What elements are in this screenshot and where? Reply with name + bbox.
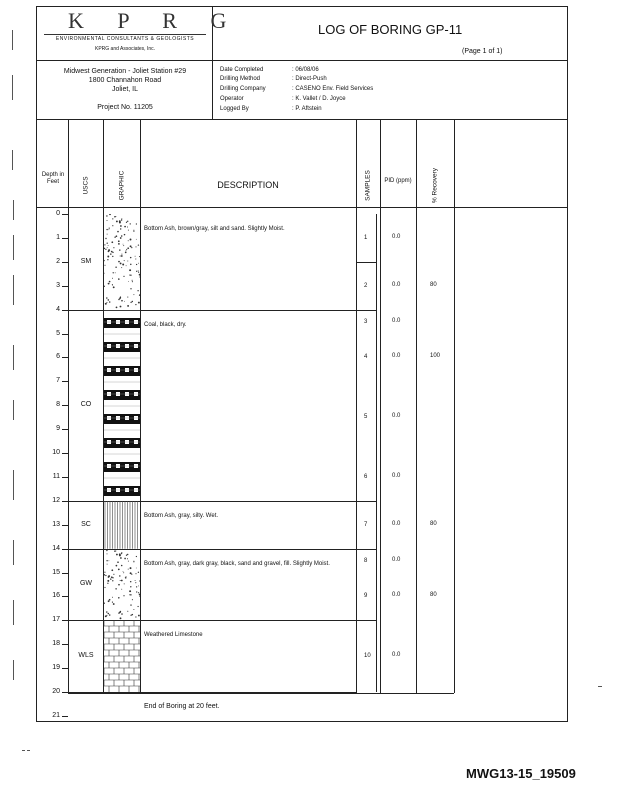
recovery-percent: 80 xyxy=(430,281,437,288)
layer-boundary xyxy=(68,692,356,693)
info-value: : K. Vallet / D. Joyce xyxy=(292,96,346,102)
sample-number: 5 xyxy=(364,414,368,421)
logo-rule xyxy=(44,34,206,35)
project-number: Project No. 11205 xyxy=(97,104,153,111)
info-value: : Direct-Push xyxy=(292,76,327,82)
pid-reading: 0.0 xyxy=(392,413,401,420)
graphic-pattern-dots xyxy=(104,214,140,310)
sample-number: 3 xyxy=(364,318,368,325)
col-header-description: DESCRIPTION xyxy=(217,180,279,190)
col-header-recovery: % Recovery xyxy=(431,167,439,204)
info-label: Logged By xyxy=(220,106,249,112)
depth-tick xyxy=(62,429,68,430)
depth-tick xyxy=(62,310,68,311)
depth-tick xyxy=(62,716,68,717)
depth-tick xyxy=(62,644,68,645)
depth-tick-label: 6 xyxy=(56,353,60,361)
sample-boundary xyxy=(356,620,376,621)
depth-tick-label: 8 xyxy=(56,401,60,409)
depth-tick xyxy=(62,525,68,526)
pid-reading: 0.0 xyxy=(392,353,401,360)
col-header-samples: SAMPLES xyxy=(364,170,372,201)
samples-inner-line xyxy=(376,214,377,692)
pid-reading: 0.0 xyxy=(392,592,401,599)
depth-tick-label: 2 xyxy=(56,257,60,265)
info-label: Date Completed xyxy=(220,67,264,73)
sample-number: 4 xyxy=(364,354,368,361)
pid-reading: 0.0 xyxy=(392,652,401,659)
col-divider-description xyxy=(356,119,357,693)
pid-reading: 0.0 xyxy=(392,472,401,479)
info-value: : CASENO Env. Field Services xyxy=(292,86,374,92)
pid-reading: 0.0 xyxy=(392,233,401,240)
scan-mark xyxy=(598,686,602,691)
site-name: Midwest Generation - Joliet Station #29 xyxy=(63,68,187,75)
depth-tick xyxy=(62,286,68,287)
sample-number: 8 xyxy=(364,557,368,564)
depth-tick xyxy=(62,477,68,478)
logo-letters: K P R G xyxy=(68,8,241,33)
info-label: Drilling Method xyxy=(220,76,261,82)
graphic-column-cell xyxy=(104,549,140,621)
depth-tick xyxy=(62,238,68,239)
depth-tick-label: 21 xyxy=(52,711,60,719)
sample-number: 7 xyxy=(364,521,368,528)
depth-tick-label: 4 xyxy=(56,305,60,313)
depth-tick xyxy=(62,692,68,693)
depth-tick-label: 9 xyxy=(56,425,60,433)
graphic-pattern-dots xyxy=(104,549,140,621)
depth-tick-label: 5 xyxy=(56,329,60,337)
sample-number: 9 xyxy=(364,593,368,600)
depth-tick-label: 1 xyxy=(56,233,60,241)
depth-tick-label: 12 xyxy=(52,496,60,504)
depth-tick-label: 15 xyxy=(52,568,60,576)
depth-tick xyxy=(62,357,68,358)
depth-tick xyxy=(62,262,68,263)
uscs-code: CO xyxy=(80,401,92,409)
info-divider xyxy=(36,119,568,120)
col-header-pid: PID (ppm) xyxy=(384,178,412,184)
recovery-percent: 100 xyxy=(430,353,441,360)
col-divider-pid xyxy=(416,119,417,693)
depth-tick-label: 16 xyxy=(52,592,60,600)
info-value: : 06/08/06 xyxy=(292,67,319,73)
depth-tick-label: 11 xyxy=(52,472,60,480)
column-header-divider xyxy=(36,207,568,208)
info-label: Operator xyxy=(220,96,244,102)
recovery-percent: 80 xyxy=(430,592,437,599)
col-header-graphic: GRAPHIC xyxy=(118,170,126,201)
scan-mark xyxy=(22,750,30,751)
depth-tick xyxy=(62,549,68,550)
depth-tick xyxy=(62,405,68,406)
layer-description: Weathered Limestone xyxy=(144,632,203,639)
pid-reading: 0.0 xyxy=(392,556,401,563)
sample-number: 6 xyxy=(364,473,368,480)
col-divider-samples xyxy=(380,119,381,693)
depth-tick-label: 14 xyxy=(52,544,60,552)
layer-description: Bottom Ash, gray, dark gray, black, sand and gravel, fill. Slightly Moist. xyxy=(144,560,330,567)
graphic-column-cell xyxy=(104,310,140,501)
depth-tick-label: 7 xyxy=(56,377,60,385)
depth-tick xyxy=(62,596,68,597)
col-divider-recovery xyxy=(454,119,455,693)
depth-tick-label: 10 xyxy=(52,449,60,456)
layer-description: Bottom Ash, gray, silty. Wet. xyxy=(144,512,219,519)
depth-tick xyxy=(62,620,68,621)
depth-tick-label: 0 xyxy=(56,210,60,217)
site-city: Joliet, IL xyxy=(111,86,139,93)
pid-reading: 0.0 xyxy=(392,281,401,288)
pid-reading: 0.0 xyxy=(392,317,401,324)
page-number: (Page 1 of 1) xyxy=(462,48,503,55)
layer-description: Bottom Ash, brown/gray, silt and sand. Slightly Moist. xyxy=(144,226,285,232)
log-bottom-line xyxy=(68,693,454,694)
info-label: Drilling Company xyxy=(220,86,266,92)
info-value: : P. Aftstein xyxy=(292,106,322,112)
uscs-code: WLS xyxy=(78,652,94,660)
depth-tick-label: 20 xyxy=(52,688,60,695)
header-divider xyxy=(36,60,568,61)
logo-tagline: ENVIRONMENTAL CONSULTANTS & GEOLOGISTS xyxy=(55,36,195,42)
pid-reading: 0.0 xyxy=(392,520,401,527)
depth-tick-label: 3 xyxy=(56,281,60,289)
end-of-boring-note: End of Boring at 20 feet. xyxy=(144,703,220,710)
uscs-code: SC xyxy=(81,520,91,528)
depth-tick xyxy=(62,334,68,335)
document-id: MWG13-15_19509 xyxy=(466,766,576,781)
uscs-code: GW xyxy=(79,580,93,588)
site-address: 1800 Channahon Road xyxy=(88,77,162,84)
depth-tick-label: 19 xyxy=(52,664,60,672)
depth-tick-label: 18 xyxy=(52,640,60,648)
depth-tick xyxy=(62,453,68,454)
col-header-depth: Depth in Feet xyxy=(41,172,65,185)
col-header-uscs: USCS xyxy=(82,176,90,195)
depth-tick-label: 17 xyxy=(52,616,60,624)
layer-description: Coal, black, dry. xyxy=(144,321,187,328)
depth-tick-label: 13 xyxy=(52,520,60,528)
log-title: LOG OF BORING GP-11 xyxy=(318,22,463,37)
depth-tick xyxy=(62,668,68,669)
depth-tick xyxy=(62,381,68,382)
recovery-percent: 80 xyxy=(430,520,437,527)
graphic-pattern-lines xyxy=(104,501,140,549)
graphic-column-cell xyxy=(104,214,140,310)
sample-boundary xyxy=(356,262,376,263)
sample-boundary xyxy=(356,310,376,311)
graphic-pattern-brick xyxy=(104,620,140,692)
sample-boundary xyxy=(356,549,376,550)
sample-number: 1 xyxy=(364,234,368,241)
graphic-pattern-coal xyxy=(104,310,140,501)
sample-number: 2 xyxy=(364,282,368,289)
sample-number: 10 xyxy=(364,653,371,660)
logo-subtext: KPRG and Associates, Inc. xyxy=(94,46,156,52)
col-divider-depth xyxy=(68,119,69,693)
graphic-column-cell xyxy=(104,620,140,692)
depth-tick xyxy=(62,573,68,574)
depth-tick xyxy=(62,501,68,502)
graphic-column-cell xyxy=(104,501,140,549)
uscs-code: SM xyxy=(80,257,92,265)
depth-tick xyxy=(62,214,68,215)
col-divider-graphic xyxy=(140,119,141,693)
sample-boundary xyxy=(356,501,376,502)
